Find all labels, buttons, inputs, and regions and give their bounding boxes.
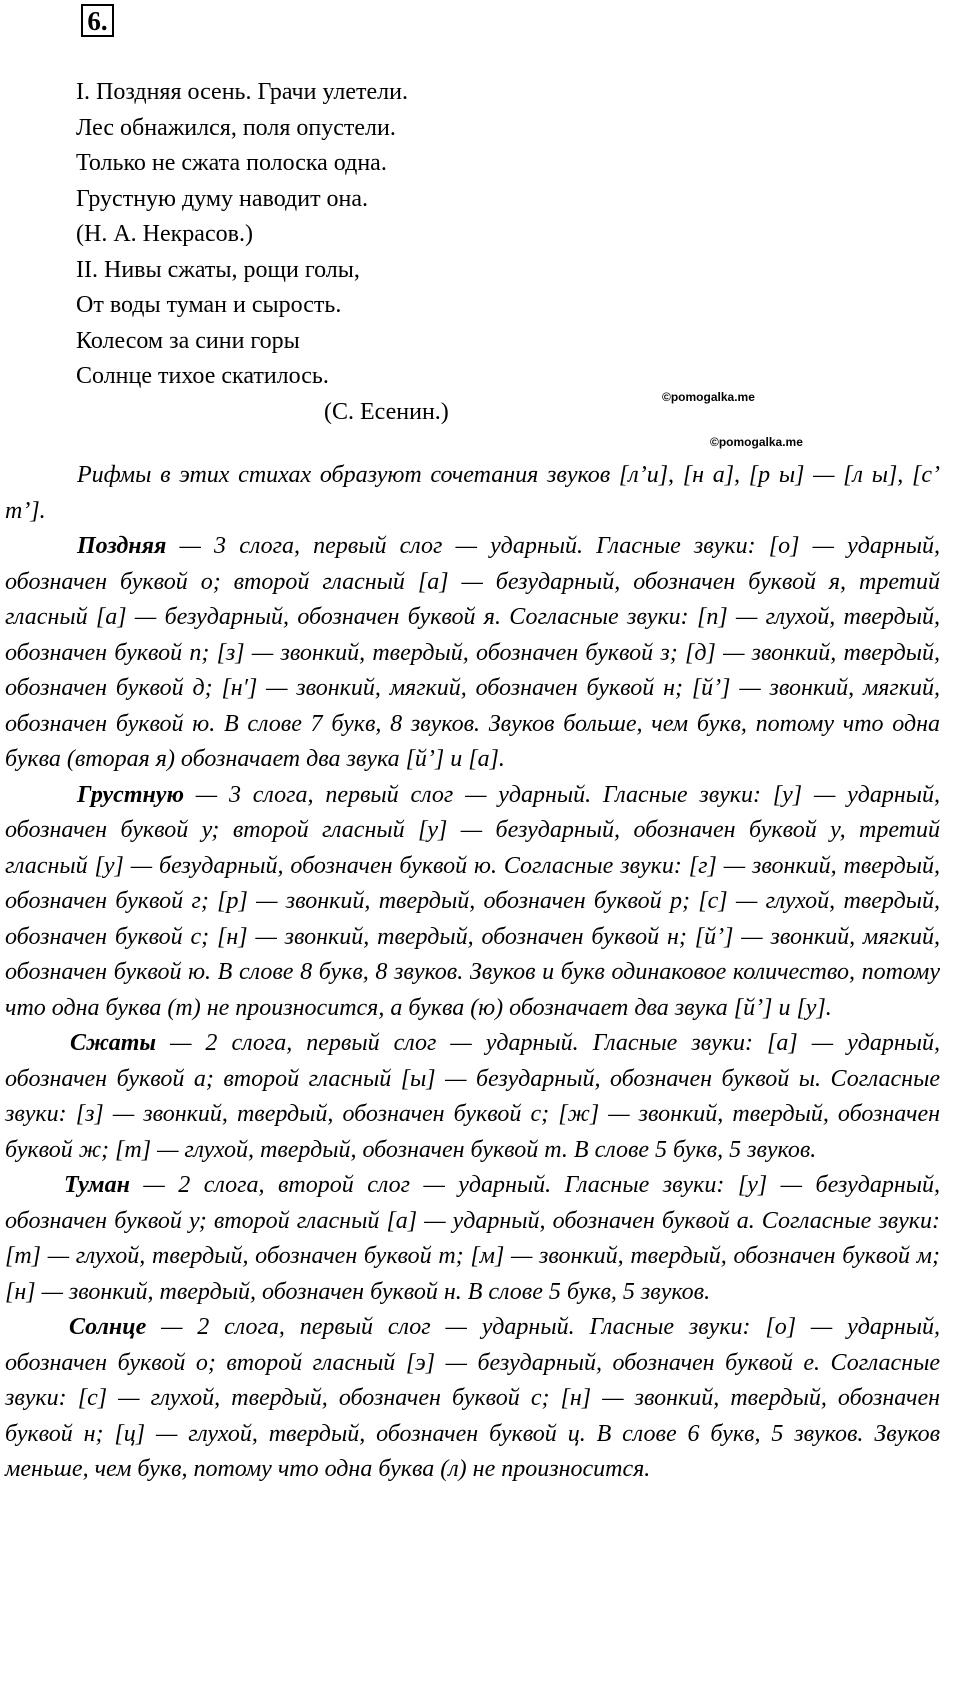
exercise-number: 6. xyxy=(81,4,114,37)
word-analysis-text: — 2 слога, первый слог — ударный. Гласные звуки: [о] — ударный, обозначен буквой о; второй гласный [э] — безударный, обозначен буквой е. Согласные звуки: [с] — глухой, твердый, обозначен буквой с; [н] — звонкий, твердый, обозначен буквой н; [ц] — глухой, твердый, обозначен буквой ц. В слове 6 букв, 5 звуков. Звуков меньше, чем букв, потому что одна буква (л) не произносится. xyxy=(5,1314,940,1482)
poem-line: Грустную думу наводит она. xyxy=(76,185,369,212)
watermark: ©pomogalka.me xyxy=(710,435,803,449)
word-analysis-paragraph xyxy=(5,529,940,778)
poem-author: (Н. А. Некрасов.) xyxy=(76,221,253,247)
poem-line: Лес обнажился, поля опустели. xyxy=(76,114,396,141)
analysis-text xyxy=(5,458,940,1488)
poem-line: От воды туман и сырость. xyxy=(76,292,342,318)
analyzed-word: Сжаты xyxy=(70,1030,157,1056)
poem-line: II. Нивы сжаты, рощи голы, xyxy=(76,256,360,283)
word-analysis-text: — 2 слога, второй слог — ударный. Гласные звуки: [у] — безударный, обозначен буквой у; второй гласный [а] — ударный, обозначен буквой а. Согласные звуки: [т] — глухой, твердый, обозначен буквой т; [м] — звонкий, твердый, обозначен буквой м; [н] — звонкий, твердый, обозначен буквой н. В слове 5 букв, 5 звуков. xyxy=(5,1172,940,1305)
poem-author: (С. Есенин.) xyxy=(324,398,449,425)
poem-line: I. Поздняя осень. Грачи улетели. xyxy=(76,79,408,105)
word-analysis-text: — 3 слога, первый слог — ударный. Гласные звуки: [у] — ударный, обозначен буквой у; второй гласный [у] — безударный, обозначен буквой у, третий гласный [у] — безударный, обозначен буквой ю. Согласные звуки: [г] — звонкий, твердый, обозначен буквой г; [р] — звонкий, твердый, обозначен буквой р; [с] — глухой, твердый, обозначен буквой с; [н] — звонкий, твердый, обозначен буквой н; [й’] — звонкий, мягкий, обозначен буквой ю. В слове 8 букв, 8 звуков. Звуков и букв одинаковое количество, потому что одна буква (т) не произносится, а буква (ю) обозначает два звука [й’] и [у]. xyxy=(5,781,940,1021)
poem-line: Солнце тихое скатилось. xyxy=(76,363,329,389)
analyzed-word: Солнце xyxy=(69,1314,147,1340)
word-analysis-paragraph xyxy=(5,1168,940,1310)
poem xyxy=(76,75,449,430)
poem-line: Только не сжата полоска одна. xyxy=(76,150,387,176)
watermark: ©pomogalka.me xyxy=(662,390,755,404)
rhymes-paragraph: Рифмы в этих стихах образуют сочетания звуков [л’и], [н а], [р ы] — [л ы], [с’ т’]. xyxy=(5,462,940,524)
word-analysis-paragraph xyxy=(5,778,940,1027)
word-analysis-paragraph xyxy=(5,1026,940,1168)
word-analysis-text: — 3 слога, первый слог — ударный. Гласные звуки: [о] — ударный, обозначен буквой о; второй гласный [а] — безударный, обозначен буквой я, третий гласный [а] — безударный, обозначен буквой я. Согласные звуки: [п] — глухой, твердый, обозначен буквой п; [з] — звонкий, твердый, обозначен буквой з; [д] — звонкий, твердый, обозначен буквой д; [н′] — звонкий, мягкий, обозначен буквой н; [й’] — звонкий, мягкий, обозначен буквой ю. В слове 7 букв, 8 звуков. Звуков больше, чем букв, потому что одна буква (вторая я) обозначает два звука [й’] и [а]. xyxy=(5,533,940,772)
analyzed-word: Грустную xyxy=(77,781,184,808)
poem-line: Колесом за сини горы xyxy=(76,327,300,354)
word-analysis-text: — 2 слога, первый слог — ударный. Гласные звуки: [а] — ударный, обозначен буквой а; второй гласный [ы] — безударный, обозначен буквой ы. Согласные звуки: [з] — звонкий, твердый, обозначен буквой с; [ж] — звонкий, твердый, обозначен буквой ж; [т] — глухой, твердый, обозначен буквой т. В слове 5 букв, 5 звуков. xyxy=(5,1030,940,1163)
analyzed-word: Туман xyxy=(64,1172,130,1198)
analyzed-word: Поздняя xyxy=(77,533,167,559)
word-analysis-paragraph xyxy=(5,1310,940,1488)
